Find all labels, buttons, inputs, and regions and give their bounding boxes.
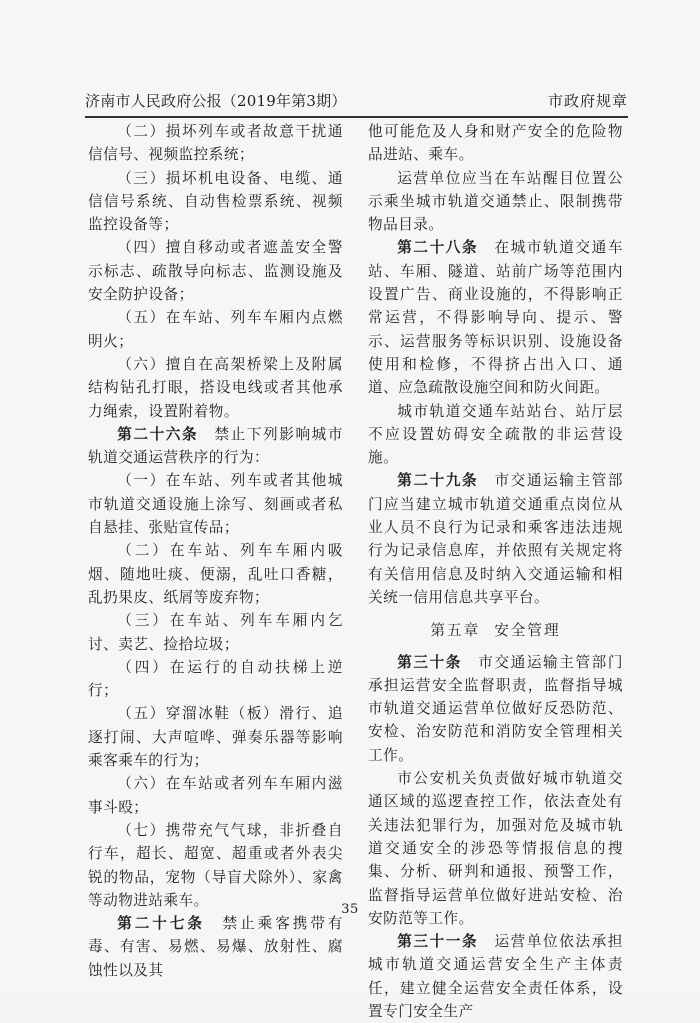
paragraph-text: （六）在车站或者列车车厢内滋事斗殴； xyxy=(88,775,343,816)
paragraph-text: （四）在运行的自动扶梯上逆行； xyxy=(88,658,343,700)
paragraph xyxy=(368,651,623,767)
paragraph xyxy=(88,702,343,772)
chapter-heading xyxy=(368,619,623,642)
article-label: 第二十六条 xyxy=(117,425,199,443)
chapter-number: 第五章 xyxy=(430,622,481,640)
article-label: 第二十七条 xyxy=(117,915,205,933)
paragraph xyxy=(88,120,343,167)
paragraph xyxy=(88,539,343,609)
page-number: 35 xyxy=(341,902,359,917)
right-column xyxy=(368,120,623,1023)
article-label: 第三十条 xyxy=(397,653,463,671)
paragraph-text: 在城市轨道交通车站、车厢、隧道、站前广场等范围内设置广告、商业设施的，不得影响正常运营，不得影响导向、提示、警示、运营服务等标识识别、设施设备使用和检修，不得挤占出入口、通道、应急疏散设施空间和防火间距。 xyxy=(368,239,623,397)
paragraph xyxy=(88,236,343,306)
paragraph xyxy=(368,930,623,1023)
paragraph xyxy=(88,912,343,982)
paragraph xyxy=(368,167,623,237)
right-column-top xyxy=(368,120,623,609)
paragraph xyxy=(88,306,343,353)
paragraph xyxy=(88,819,343,912)
paragraph xyxy=(88,469,343,539)
paragraph xyxy=(88,423,343,470)
paragraph-text: （五）在车站、列车车厢内点燃明火； xyxy=(88,309,343,350)
paragraph-text: 禁止乘客携带有毒、有害、易燃、易爆、放射性、腐蚀性以及其 xyxy=(88,915,343,979)
chapter-title: 安全管理 xyxy=(494,622,561,640)
article-label: 第二十八条 xyxy=(397,239,479,257)
paragraph-text: 市公安机关负责做好城市轨道交通区域的巡逻查控工作，依法查处有关违法犯罪行为，加强对危及城市轨道交通安全的涉恐等情报信息的搜集、分析、研判和通报、预警工作，监督指导运营单位做好进站安检、治安防范等工作。 xyxy=(368,770,623,927)
paragraph-text: 市交通运输主管部门应当建立城市轨道交通重点岗位从业人员不良行为记录和乘客违法违规行为记录信息库，并依照有关规定将有关信用信息及时纳入交通运输和相关统一信用信息共享平台。 xyxy=(368,472,623,606)
paragraph xyxy=(88,167,343,237)
paragraph-text: 市交通运输主管部门承担运营安全监督职责，监督指导城市轨道交通运营单位做好反恐防范、安检、治安防范和消防安全管理相关工作。 xyxy=(368,653,623,764)
paragraph-text: 他可能危及人身和财产安全的危险物品进站、乘车。 xyxy=(368,123,623,164)
paragraph xyxy=(368,236,623,399)
paragraph xyxy=(88,772,343,819)
gazette-title: 济南市人民政府公报（2019年第3期） xyxy=(85,92,347,110)
paragraph-text: （二）损坏列车或者故意干扰通信信号、视频监控系统； xyxy=(88,123,343,164)
paragraph xyxy=(88,353,343,423)
paragraph xyxy=(368,400,623,470)
paragraph-text: （一）在车站、列车或者其他城市轨道交通设施上涂写、刻画或者私自悬挂、张贴宣传品； xyxy=(88,472,343,537)
section-title: 市政府规章 xyxy=(547,92,628,110)
paragraph-text: （六）擅自在高架桥梁上及附属结构钻孔打眼，搭设电线或者其他承力绳索，设置附着物。 xyxy=(88,355,343,420)
paragraph-text: 运营单位应当在车站醒目位置公示乘坐城市轨道交通禁止、限制携带物品目录。 xyxy=(368,169,623,234)
right-column-bottom xyxy=(368,651,623,1023)
paragraph-text: 城市轨道交通车站站台、站厅层不应设置妨碍安全疏散的非运营设施。 xyxy=(368,402,623,467)
paragraph xyxy=(368,120,623,167)
paragraph xyxy=(368,469,623,609)
paragraph-text: （五）穿溜冰鞋（板）滑行、追逐打闹、大声喧哗、弹奏乐器等影响乘客乘车的行为； xyxy=(88,705,343,770)
paragraph-text: 禁止下列影响城市轨道交通运营秩序的行为： xyxy=(88,425,343,467)
paragraph-text: （三）在车站、列车车厢内乞讨、卖艺、捡拾垃圾； xyxy=(88,612,343,653)
article-label: 第三十一条 xyxy=(397,933,479,951)
left-column xyxy=(88,120,343,982)
paragraph-text: 运营单位依法承担城市轨道交通运营安全生产主体责任，建立健全运营安全责任体系，设置专门安全生产 xyxy=(368,933,623,1020)
paragraph-text: （七）携带充气气球，非折叠自行车，超长、超宽、超重或者外表尖锐的物品，宠物（导盲犬除外）、家禽等动物进站乘车。 xyxy=(88,821,343,909)
paragraph-text: （三）损坏机电设备、电缆、通信信号系统、自动售检票系统、视频监控设备等； xyxy=(88,169,343,234)
paragraph xyxy=(88,656,343,703)
paragraph-text: （二）在车站、列车车厢内吸烟、随地吐痰、便溺，乱吐口香糖，乱扔果皮、纸屑等废弃物； xyxy=(88,542,343,606)
article-label: 第二十九条 xyxy=(397,472,479,490)
paragraph-text: （四）擅自移动或者遮盖安全警示标志、疏散导向标志、监测设施及安全防护设备； xyxy=(88,239,343,304)
page-header xyxy=(85,86,628,118)
paragraph xyxy=(88,609,343,656)
